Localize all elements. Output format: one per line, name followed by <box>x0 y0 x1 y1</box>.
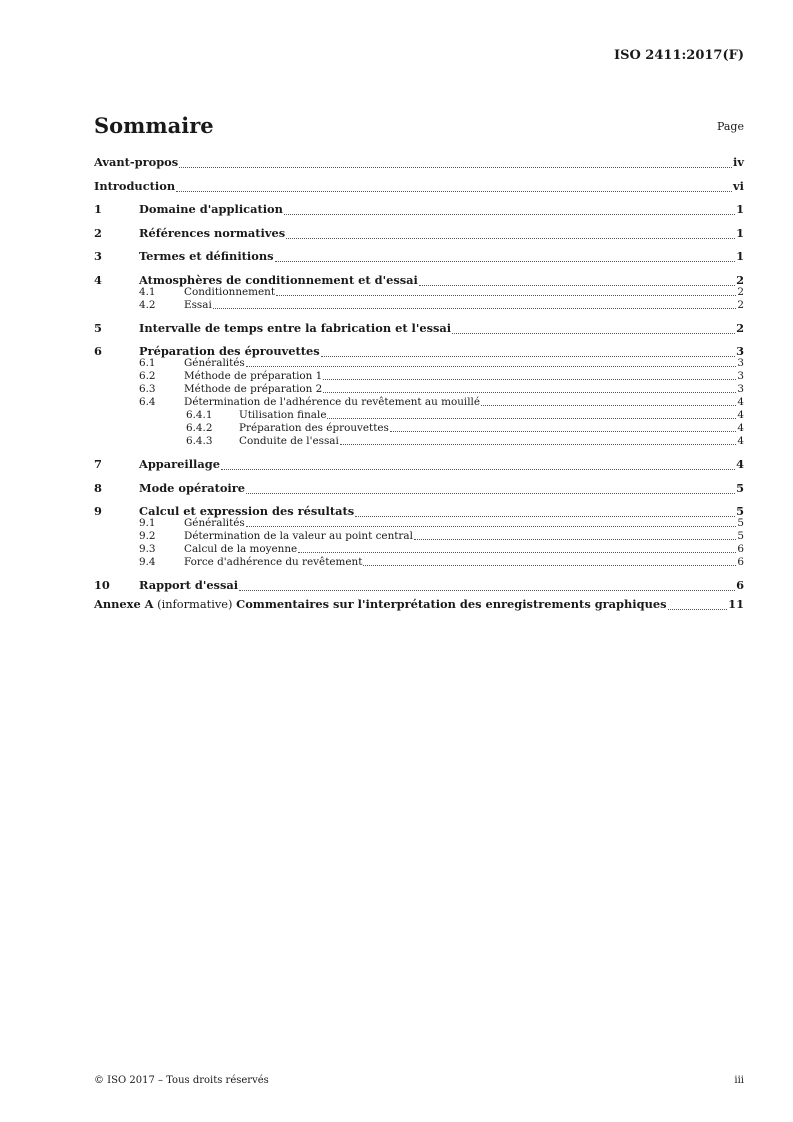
dot-leader <box>414 538 736 540</box>
toc-entry-page: 1 <box>736 202 744 216</box>
dot-leader <box>176 190 732 192</box>
toc-entry-title: Détermination de la valeur au point central <box>184 530 413 542</box>
toc-entry[interactable] <box>94 481 744 497</box>
toc-entry-number: 9.2 <box>139 530 156 542</box>
toc-entry-title: Mode opératoire <box>139 480 246 495</box>
dot-leader <box>246 365 737 367</box>
toc-entry-number: 4.2 <box>139 298 156 311</box>
toc-entry[interactable] <box>94 202 744 218</box>
toc-entry-number: 4.1 <box>139 285 156 298</box>
dot-leader <box>481 404 736 406</box>
toc-entry-page: 1 <box>736 249 744 263</box>
toc-entry-page: 1 <box>736 225 744 240</box>
toc-entry-title: Détermination de l'adhérence du revêtement au mouillé <box>184 396 481 408</box>
toc-entry-page: 4 <box>736 457 744 471</box>
toc-entry-number: 2 <box>94 225 102 240</box>
toc-entry-page: 2 <box>737 298 744 311</box>
dot-leader <box>327 417 736 419</box>
toc-entry-number: 9.3 <box>139 543 156 555</box>
toc-entry-page: 2 <box>736 320 744 335</box>
toc-entry[interactable] <box>94 286 744 299</box>
toc-entry-title: Calcul et expression des résultats <box>139 504 355 518</box>
toc-entry[interactable] <box>94 396 744 409</box>
toc-entry[interactable] <box>94 578 744 594</box>
toc-entry-title: Préparation des éprouvettes <box>239 422 389 434</box>
toc-entry-page: 4 <box>737 396 744 408</box>
dot-leader <box>246 492 735 494</box>
toc-entry-number: 5 <box>94 320 102 335</box>
toc-entry-number: 3 <box>94 249 102 263</box>
toc-entry-title: Calcul de la moyenne <box>184 543 298 555</box>
toc-entry-page: 5 <box>736 480 744 495</box>
dot-leader <box>323 378 736 380</box>
toc-entry[interactable] <box>94 556 744 569</box>
toc-entry-title: Généralités <box>184 357 245 369</box>
dot-leader <box>286 237 735 239</box>
toc-entry[interactable] <box>94 422 744 435</box>
toc-entry[interactable] <box>94 226 744 242</box>
toc-entry[interactable] <box>94 409 744 422</box>
toc-entry-number: 1 <box>94 202 102 216</box>
toc-entry-number: 9.4 <box>139 556 156 568</box>
footer-page-number: iii <box>734 1075 744 1086</box>
toc-entry[interactable] <box>94 179 744 195</box>
toc-entry-title: Appareillage <box>139 457 220 471</box>
toc-entry-title: Intervalle de temps entre la fabrication et l'essai <box>139 320 452 335</box>
toc-entry-number: 6 <box>94 344 102 358</box>
toc-entry-number: 6.3 <box>139 383 156 395</box>
toc-entry[interactable] <box>94 517 744 530</box>
toc-entry-title: Rapport d'essai <box>139 578 239 592</box>
toc-entry-title: Conditionnement <box>184 285 276 298</box>
toc-annex-entry[interactable] <box>94 597 744 613</box>
toc-entry-page: 5 <box>736 504 744 518</box>
toc-entry-title: Introduction <box>94 178 176 193</box>
toc-entry-title: Utilisation finale <box>239 409 327 421</box>
toc-entry[interactable] <box>94 249 744 265</box>
page-column-label: Page <box>716 120 744 133</box>
toc-entry-page: 6 <box>736 578 744 592</box>
toc-entry-page: 2 <box>736 272 744 287</box>
toc-entry-number: 6.1 <box>139 357 156 369</box>
toc-entry-number: 6.2 <box>139 370 156 382</box>
page-title: Sommaire <box>94 113 214 138</box>
toc-entry-number: 6.4.1 <box>186 409 213 421</box>
toc-entry[interactable] <box>94 383 744 396</box>
toc-entry[interactable] <box>94 321 744 337</box>
toc-entry-title: Termes et définitions <box>139 249 274 263</box>
toc-entry-page: 3 <box>737 370 744 382</box>
toc-entry[interactable] <box>94 543 744 556</box>
toc-entry-page: 3 <box>737 383 744 395</box>
dot-leader <box>340 443 737 445</box>
toc-entry-number: 7 <box>94 457 102 471</box>
dot-leader <box>298 551 736 553</box>
annex-label: Annexe A <box>94 597 154 611</box>
toc-entry-page: 4 <box>737 422 744 434</box>
dot-leader <box>668 608 728 610</box>
toc-heading-row <box>94 113 744 141</box>
toc-entry-title: Essai <box>184 298 212 311</box>
dot-leader <box>363 564 736 566</box>
toc-entry-page: iv <box>733 155 744 169</box>
toc-entry-number: 8 <box>94 480 102 495</box>
toc-entry-title: Généralités <box>184 517 245 529</box>
toc-entry-page: 3 <box>737 357 744 369</box>
dot-leader <box>275 260 736 262</box>
toc-entry-title: Préparation des éprouvettes <box>139 344 320 358</box>
toc-entry-number: 4 <box>94 272 102 287</box>
footer-copyright: © ISO 2017 – Tous droits réservés <box>94 1075 269 1086</box>
toc-entry-title: Force d'adhérence du revêtement <box>184 556 363 568</box>
toc-entry[interactable] <box>94 357 744 370</box>
dot-leader <box>239 589 735 591</box>
dot-leader <box>390 430 737 432</box>
dot-leader <box>213 307 737 309</box>
dot-leader <box>179 166 732 168</box>
toc-entry[interactable] <box>94 370 744 383</box>
toc-entry-title: Atmosphères de conditionnement et d'essai <box>139 272 418 287</box>
toc-entry[interactable] <box>94 155 744 171</box>
toc-entry-page: 3 <box>736 344 744 358</box>
toc-entry-number: 9.1 <box>139 517 156 529</box>
annex-page: 11 <box>728 597 744 611</box>
toc-entry-page: vi <box>733 178 744 193</box>
toc-entry[interactable] <box>94 435 744 448</box>
toc-entry-number: 10 <box>94 578 110 592</box>
toc-entry-page: 4 <box>737 435 744 447</box>
toc-entry-number: 6.4 <box>139 396 156 408</box>
toc-entry-number: 9 <box>94 504 102 518</box>
toc-entry[interactable] <box>94 299 744 312</box>
toc-entry-title: Avant-propos <box>94 155 179 169</box>
toc-entry-title: Références normatives <box>139 225 286 240</box>
toc-entry-page: 6 <box>737 556 744 568</box>
annex-informative: (informative) <box>153 597 237 611</box>
dot-leader <box>452 332 735 334</box>
toc-entry-number: 6.4.2 <box>186 422 213 434</box>
toc-entry[interactable] <box>94 457 744 473</box>
toc-entry-title: Méthode de préparation 1 <box>184 370 323 382</box>
toc-entry-title: Conduite de l'essai <box>239 435 339 447</box>
toc-entry-number: 6.4.3 <box>186 435 213 447</box>
dot-leader <box>284 213 735 215</box>
toc-entry-page: 5 <box>737 530 744 542</box>
annex-text: Commentaires sur l'interprétation des enregistrements graphiques <box>236 597 667 611</box>
toc-entry-title: Méthode de préparation 2 <box>184 383 323 395</box>
dot-leader <box>221 468 735 470</box>
annex-title <box>94 597 667 611</box>
toc-entry-page: 2 <box>737 285 744 298</box>
dot-leader <box>276 294 736 296</box>
toc-entry-page: 5 <box>737 517 744 529</box>
document-id: ISO 2411:2017(F) <box>613 48 744 63</box>
dot-leader <box>246 525 737 527</box>
toc-entry-title: Domaine d'application <box>139 202 283 216</box>
toc-entry-page: 4 <box>737 409 744 421</box>
toc-entry[interactable] <box>94 530 744 543</box>
toc-entry-page: 6 <box>737 543 744 555</box>
dot-leader <box>323 391 736 393</box>
